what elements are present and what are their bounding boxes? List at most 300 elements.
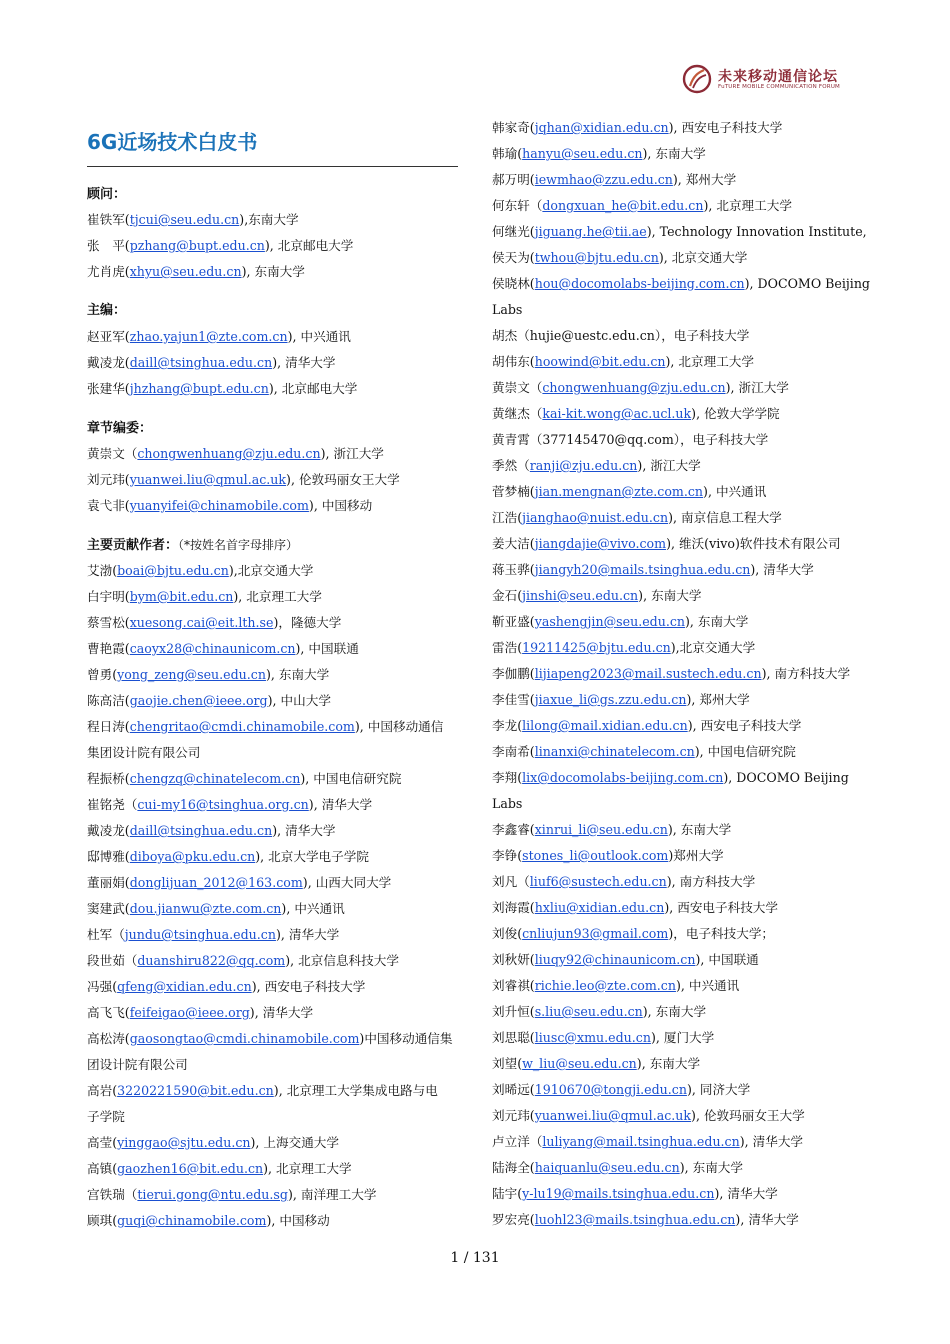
author-name: 罗宏亮( (492, 1212, 535, 1227)
author-affiliation: ), DOCOMO Beijing (744, 276, 870, 291)
author-name: 蔡雪松( (87, 615, 130, 630)
author-name: 蒋玉骅( (492, 562, 535, 577)
author-name: 高飞飞( (87, 1005, 130, 1020)
author-affiliation: ), 清华大学 (272, 823, 336, 838)
author-entry (492, 999, 706, 1025)
author-name: Labs (492, 302, 523, 317)
author-entry (492, 401, 780, 427)
author-affiliation: ), 中国电信研究院 (694, 744, 796, 759)
author-name: 雷浩( (492, 640, 523, 655)
author-email-link[interactable]: jiguang.he@tii.ae (534, 224, 647, 239)
author-entry (492, 791, 522, 817)
author-email-link[interactable]: lilong@mail.xidian.edu.cn (522, 718, 688, 733)
author-name: 高莹( (87, 1135, 118, 1150)
author-affiliation: ), 清华大学 (272, 355, 336, 370)
author-name: 陈高洁( (87, 693, 130, 708)
author-entry (492, 583, 701, 609)
author-entry (87, 844, 369, 870)
author-email-link[interactable]: jundu@tsinghua.edu.cn (124, 927, 276, 942)
author-email-link[interactable]: liusc@xmu.edu.cn (534, 1030, 651, 1045)
author-name: 刘升恒( (492, 1004, 535, 1019)
author-name: 金石( (492, 588, 523, 603)
author-affiliation: ), 清华大学 (750, 562, 814, 577)
author-affiliation: ),北京交通大学 (228, 563, 314, 578)
author-name: 何继光( (492, 224, 535, 239)
author-name: 靳亚盛( (492, 614, 535, 629)
author-name: 卢立洋（ (492, 1134, 543, 1149)
author-name: 何东轩（ (492, 198, 543, 213)
author-email-link[interactable]: yuanyifei@chinamobile.com (129, 498, 309, 513)
author-email-link[interactable]: yinggao@sjtu.edu.cn (117, 1135, 251, 1150)
author-affiliation: ), 北京信息科技大学 (285, 953, 399, 968)
document-title: 6G近场技术白皮书 (87, 130, 258, 154)
author-email-link[interactable]: daill@tsinghua.edu.cn (129, 355, 273, 370)
author-affiliation: ), 中兴通讯 (703, 484, 767, 499)
author-entry (492, 479, 766, 505)
author-name: 曾勇( (87, 667, 118, 682)
author-affiliation: ), 伦敦大学学院 (691, 406, 780, 421)
author-entry (87, 1208, 330, 1234)
author-name: 黄崇文（ (87, 446, 138, 461)
author-name: 冯强( (87, 979, 118, 994)
author-email-link[interactable]: kai-kit.wong@ac.ucl.uk (542, 406, 692, 421)
author-affiliation: ), 中国联通 (695, 952, 759, 967)
author-entry (87, 688, 331, 714)
author-entry (492, 921, 774, 947)
author-entry (492, 765, 849, 791)
author-name: 郝万明( (492, 172, 535, 187)
author-name: 崔铁军( (87, 212, 130, 227)
author-entry (87, 493, 372, 519)
author-affiliation: ), 浙江大学 (725, 380, 789, 395)
author-name: 刘望( (492, 1056, 523, 1071)
author-email-link[interactable]: w_liu@seu.edu.cn (522, 1056, 637, 1071)
author-email-link[interactable]: yong_zeng@seu.edu.cn (117, 667, 266, 682)
author-entry (492, 349, 754, 375)
author-affiliation: ), 郑州大学 (686, 692, 750, 707)
author-entry (87, 233, 353, 259)
author-entry (87, 1078, 438, 1104)
author-affiliation: ), 东南大学 (241, 264, 305, 279)
author-name: 黄青霄（377145470@qq.com），电子科技大学 (492, 432, 769, 447)
author-email-link[interactable]: duanshiru822@qq.com (137, 953, 286, 968)
author-name: 高镇( (87, 1161, 118, 1176)
author-name: 季然（ (492, 458, 530, 473)
author-affiliation: ), 清华大学 (735, 1212, 799, 1227)
author-entry (492, 1077, 750, 1103)
author-affiliation: ), 北京理工大学集成电路与电 (273, 1083, 438, 1098)
author-name: 李鑫睿( (492, 822, 535, 837)
author-email-link[interactable]: luliyang@mail.tsinghua.edu.cn (542, 1134, 740, 1149)
author-email-link[interactable]: 3220221590@bit.edu.cn (117, 1083, 274, 1098)
author-entry (492, 635, 755, 661)
author-email-link[interactable]: guqi@chinamobile.com (117, 1213, 267, 1228)
author-affiliation: ), 南方科技大学 (761, 666, 851, 681)
author-name: 韩家奇( (492, 120, 535, 135)
author-name: 尤肖虎( (87, 264, 130, 279)
author-name: 顾琪( (87, 1213, 118, 1228)
author-entry (87, 948, 399, 974)
author-email-link[interactable]: jhzhang@bupt.edu.cn (129, 381, 269, 396)
author-entry (492, 817, 731, 843)
author-email-link[interactable]: richie.leo@zte.com.cn (534, 978, 676, 993)
author-entry (492, 1103, 805, 1129)
author-name: 高松涛( (87, 1031, 130, 1046)
author-affiliation: ), 中国移动 (308, 498, 373, 513)
author-name: 姜大洁( (492, 536, 535, 551)
author-entry (492, 1051, 700, 1077)
author-email-link[interactable]: feifeigao@ieee.org (129, 1005, 250, 1020)
author-affiliation: ), 北京理工大学 (263, 1161, 352, 1176)
author-email-link[interactable]: hxliu@xidian.edu.cn (534, 900, 665, 915)
author-affiliation: ), 清华大学 (249, 1005, 314, 1020)
author-email-link[interactable]: gaosongtao@cmdi.chinamobile.com (129, 1031, 360, 1046)
author-affiliation: ), 清华大学 (275, 927, 340, 942)
author-name: 胡伟东( (492, 354, 535, 369)
author-email-link[interactable]: chongwenhuang@zju.edu.cn (137, 446, 321, 461)
author-name: 戴凌龙( (87, 823, 130, 838)
author-affiliation: ), 北京理工大学 (703, 198, 792, 213)
author-name: 刘元玮( (87, 472, 130, 487)
author-email-link[interactable]: ranji@zju.edu.cn (529, 458, 638, 473)
author-affiliation: ), 东南大学 (667, 822, 732, 837)
advisors-heading: 顾问： (87, 187, 127, 202)
author-name: 崔铭尧（ (87, 797, 138, 812)
author-affiliation: ), 厦门大学 (650, 1030, 715, 1045)
author-affiliation: ), 清华大学 (308, 797, 373, 812)
author-entry (492, 219, 867, 245)
author-email-link[interactable]: cnliujun93@gmail.com (522, 926, 669, 941)
author-name: 高岩( (87, 1083, 118, 1098)
author-email-link[interactable]: lijiapeng2023@mail.sustech.edu.cn (534, 666, 762, 681)
author-name: 程日涛( (87, 719, 130, 734)
author-name: 刘俊( (492, 926, 523, 941)
author-name: 陆海全( (492, 1160, 535, 1175)
author-email-link[interactable]: qfeng@xidian.edu.cn (117, 979, 252, 994)
author-entry (87, 207, 299, 233)
author-email-link[interactable]: chengzq@chinatelecom.cn (129, 771, 301, 786)
author-entry (87, 870, 391, 896)
author-name: 侯天为( (492, 250, 535, 265)
author-email-link[interactable]: luohl23@mails.tsinghua.edu.cn (534, 1212, 736, 1227)
author-affiliation: ), 中山大学 (267, 693, 331, 708)
author-affiliation: ), 北京理工大学 (233, 589, 322, 604)
author-email-link[interactable]: zhao.yajun1@zte.com.cn (129, 329, 288, 344)
author-affiliation: ), 西安电子科技大学 (251, 979, 366, 994)
contributors-note: （*按姓名首字母排序） (178, 538, 299, 552)
author-email-link[interactable]: jinshi@seu.edu.cn (522, 588, 639, 603)
author-entry (87, 441, 384, 467)
author-affiliation: ), 伦敦玛丽女王大学 (691, 1108, 805, 1123)
logo-english-text: FuTURE MOBILE COMMUNICATION FORUM (718, 84, 840, 90)
author-entry (87, 766, 401, 792)
author-entry (492, 609, 748, 635)
author-affiliation: ), 南方科技大学 (666, 874, 756, 889)
author-entry (492, 1207, 799, 1233)
author-email-link[interactable]: yuanwei.liu@qmul.ac.uk (534, 1108, 692, 1123)
author-email-link[interactable]: daill@tsinghua.edu.cn (129, 823, 273, 838)
author-email-link[interactable]: hou@docomolabs-beijing.com.cn (534, 276, 745, 291)
author-entry (492, 141, 706, 167)
author-email-link[interactable]: hoowind@bit.edu.cn (534, 354, 666, 369)
author-email-link[interactable]: liuqy92@chinaunicom.cn (534, 952, 696, 967)
author-entry (492, 375, 789, 401)
author-affiliation: ), 东南大学 (642, 146, 706, 161)
author-name: 刘元玮( (492, 1108, 535, 1123)
author-entry (87, 740, 200, 766)
author-email-link[interactable]: s.liu@seu.edu.cn (534, 1004, 643, 1019)
author-email-link[interactable]: hanyu@seu.edu.cn (522, 146, 643, 161)
author-name: 李伽鹏( (492, 666, 535, 681)
author-entry (492, 739, 796, 765)
author-name: 黄继杰（ (492, 406, 543, 421)
author-affiliation: ), 中国移动通信 (354, 719, 444, 734)
author-entry (87, 584, 322, 610)
author-email-link[interactable]: haiquanlu@seu.edu.cn (534, 1160, 680, 1175)
author-entry (87, 259, 305, 285)
author-affiliation: ), 东南大学 (636, 1056, 701, 1071)
author-email-link[interactable]: bym@bit.edu.cn (129, 589, 234, 604)
author-email-link[interactable]: chengritao@cmdi.chinamobile.com (129, 719, 355, 734)
author-email-link[interactable]: jiaxue_li@gs.zzu.edu.cn (534, 692, 687, 707)
author-email-link[interactable]: diboya@pku.edu.cn (129, 849, 256, 864)
author-affiliation: ), 中兴通讯 (287, 329, 351, 344)
author-entry (87, 1052, 188, 1078)
author-email-link[interactable]: boai@bjtu.edu.cn (117, 563, 229, 578)
author-email-link[interactable]: cui-my16@tsinghua.org.cn (137, 797, 309, 812)
author-entry (87, 1182, 376, 1208)
author-email-link[interactable]: jianghao@nuist.edu.cn (522, 510, 669, 525)
author-name: 杜军（ (87, 927, 125, 942)
author-email-link[interactable]: y-lu19@mails.tsinghua.edu.cn (522, 1186, 715, 1201)
author-name: 刘海霞( (492, 900, 535, 915)
author-entry (492, 713, 801, 739)
author-name: 子学院 (87, 1109, 125, 1124)
title-divider (87, 166, 458, 167)
author-email-link[interactable]: jiangdajie@vivo.com (534, 536, 667, 551)
author-entry (492, 245, 747, 271)
author-name: 邸博雅( (87, 849, 130, 864)
author-entry (492, 1181, 778, 1207)
author-entry (492, 323, 749, 349)
author-name: 张 平( (87, 238, 130, 253)
author-entry (87, 1104, 125, 1130)
author-affiliation: ), 西安电子科技大学 (664, 900, 778, 915)
author-affiliation: )郑州大学 (668, 848, 724, 863)
author-email-link[interactable]: lix@docomolabs-beijing.com.cn (522, 770, 724, 785)
author-affiliation: ), 东南大学 (679, 1160, 743, 1175)
author-email-link[interactable]: yuanwei.liu@qmul.ac.uk (129, 472, 287, 487)
author-name: 江浩( (492, 510, 523, 525)
author-name: 戴凌龙( (87, 355, 130, 370)
author-affiliation: )，电子科技大学； (668, 926, 775, 941)
author-email-link[interactable]: caoyx28@chinaunicom.cn (129, 641, 296, 656)
author-email-link[interactable]: twhou@bjtu.edu.cn (534, 250, 659, 265)
author-email-link[interactable]: 19211425@bjtu.edu.cn (522, 640, 671, 655)
author-affiliation: ), 东南大学 (265, 667, 330, 682)
author-affiliation: ),东南大学 (239, 212, 299, 227)
author-email-link[interactable]: tierui.gong@ntu.edu.sg (137, 1187, 288, 1202)
author-name: 李铮( (492, 848, 523, 863)
author-affiliation: ),北京交通大学 (670, 640, 756, 655)
author-entry (492, 557, 814, 583)
author-entry (87, 558, 313, 584)
author-entry (492, 1025, 714, 1051)
author-email-link[interactable]: donglijuan_2012@163.com (129, 875, 303, 890)
author-email-link[interactable]: xuesong.cai@eit.lth.se (129, 615, 274, 630)
author-email-link[interactable]: gaojie.chen@ieee.org (129, 693, 268, 708)
contributors-heading-text: 主要贡献作者： (87, 538, 179, 553)
author-name: 赵亚军( (87, 329, 130, 344)
author-name: 胡杰（hujie@uestc.edu.cn），电子科技大学 (492, 328, 750, 343)
author-entry (492, 271, 870, 297)
author-name: 刘思聪( (492, 1030, 535, 1045)
author-name: 曹艳霞( (87, 641, 130, 656)
author-affiliation: ), 中兴通讯 (281, 901, 345, 916)
author-entry (87, 922, 339, 948)
author-name: 程振桥( (87, 771, 130, 786)
author-entry (87, 792, 372, 818)
author-affiliation: ), 南洋理工大学 (287, 1187, 377, 1202)
author-name: 刘睿祺( (492, 978, 535, 993)
author-entry (492, 297, 522, 323)
author-email-link[interactable]: liuf6@sustech.edu.cn (529, 874, 667, 889)
author-affiliation: ), 北京邮电大学 (268, 381, 358, 396)
author-entry (492, 1129, 803, 1155)
contributors-heading (87, 532, 298, 559)
author-entry (492, 427, 768, 453)
author-affiliation: ), 西安电子科技大学 (687, 718, 802, 733)
author-affiliation: ), 中国电信研究院 (300, 771, 402, 786)
author-affiliation: ), 维沃(vivo)软件技术有限公司 (666, 536, 841, 551)
author-email-link[interactable]: chongwenhuang@zju.edu.cn (542, 380, 726, 395)
author-name: 张建华( (87, 381, 130, 396)
author-affiliation: ), Technology Innovation Institute, (646, 224, 867, 239)
author-affiliation: ), 中国移动 (266, 1213, 330, 1228)
author-name: 董丽娟( (87, 875, 130, 890)
author-entry (492, 531, 841, 557)
author-entry (87, 662, 329, 688)
author-name: 韩瑜( (492, 146, 523, 161)
author-name: 白宇明( (87, 589, 130, 604)
author-affiliation: ), 东南大学 (638, 588, 702, 603)
author-affiliation: )，隆德大学 (273, 615, 342, 630)
author-name: 李龙( (492, 718, 523, 733)
author-affiliation: ), 同济大学 (686, 1082, 751, 1097)
author-name: 窦建武( (87, 901, 130, 916)
author-email-link[interactable]: tjcui@seu.edu.cn (129, 212, 240, 227)
author-name: 李佳雪( (492, 692, 535, 707)
author-name: 宫铁瑞（ (87, 1187, 138, 1202)
author-entry (492, 843, 724, 869)
author-entry (87, 1130, 339, 1156)
author-entry (87, 467, 400, 493)
author-email-link[interactable]: iewmhao@zzu.edu.cn (534, 172, 673, 187)
author-email-link[interactable]: yashengjin@seu.edu.cn (534, 614, 685, 629)
chapter-editors-heading: 章节编委： (87, 421, 153, 436)
author-name: 菅梦楠( (492, 484, 535, 499)
author-affiliation: )中国移动通信集 (359, 1031, 453, 1046)
author-affiliation: ), 郑州大学 (672, 172, 737, 187)
author-name: 李南希( (492, 744, 535, 759)
author-name: 团设计院有限公司 (87, 1057, 188, 1072)
author-name: 艾渤( (87, 563, 118, 578)
author-affiliation: ), 伦敦玛丽女王大学 (286, 472, 400, 487)
author-entry (87, 324, 351, 350)
author-name: 刘秋妍( (492, 952, 535, 967)
author-entry (87, 376, 357, 402)
author-email-link[interactable]: dongxuan_he@bit.edu.cn (542, 198, 704, 213)
author-email-link[interactable]: 1910670@tongji.edu.cn (534, 1082, 687, 1097)
author-name: Labs (492, 796, 523, 811)
author-entry (87, 714, 443, 740)
author-name: 刘晞远( (492, 1082, 535, 1097)
author-affiliation: ), 北京大学电子学院 (255, 849, 369, 864)
author-affiliation: ), 北京理工大学 (665, 354, 754, 369)
author-name: 段世茹（ (87, 953, 138, 968)
author-affiliation: ), 上海交通大学 (250, 1135, 339, 1150)
author-affiliation: ), 中国联通 (295, 641, 359, 656)
author-affiliation: ), 北京邮电大学 (264, 238, 354, 253)
author-entry (87, 896, 345, 922)
author-entry (492, 115, 782, 141)
author-email-link[interactable]: gaozhen16@bit.edu.cn (117, 1161, 264, 1176)
author-entry (492, 453, 701, 479)
author-affiliation: ), 清华大学 (714, 1186, 778, 1201)
author-email-link[interactable]: linanxi@chinatelecom.cn (534, 744, 695, 759)
author-name: 刘凡（ (492, 874, 530, 889)
author-affiliation: ), 中兴通讯 (675, 978, 740, 993)
author-entry (492, 895, 778, 921)
author-entry (492, 869, 755, 895)
author-affiliation: ), DOCOMO Beijing (723, 770, 849, 785)
editors-heading: 主编： (87, 303, 127, 318)
author-email-link[interactable]: pzhang@bupt.edu.cn (129, 238, 265, 253)
author-name: 袁弋非( (87, 498, 130, 513)
author-name: 集团设计院有限公司 (87, 745, 201, 760)
author-email-link[interactable]: jiangyh20@mails.tsinghua.edu.cn (534, 562, 751, 577)
author-entry (492, 193, 792, 219)
author-affiliation: ), 东南大学 (642, 1004, 707, 1019)
forum-logo-icon (682, 64, 712, 94)
author-entry (492, 973, 739, 999)
logo-chinese-text: 未来移动通信论坛 (718, 69, 838, 85)
author-email-link[interactable]: jqhan@xidian.edu.cn (534, 120, 669, 135)
author-affiliation: ), 清华大学 (739, 1134, 804, 1149)
author-email-link[interactable]: stones_li@outlook.com (522, 848, 669, 863)
author-affiliation: ), 西安电子科技大学 (668, 120, 783, 135)
author-email-link[interactable]: xinrui_li@seu.edu.cn (534, 822, 668, 837)
author-email-link[interactable]: xhyu@seu.edu.cn (129, 264, 242, 279)
author-entry (492, 167, 736, 193)
author-affiliation: ), 南京信息工程大学 (668, 510, 782, 525)
author-email-link[interactable]: dou.jianwu@zte.com.cn (129, 901, 282, 916)
author-entry (87, 818, 336, 844)
author-affiliation: ), 浙江大学 (320, 446, 384, 461)
author-entry (492, 687, 750, 713)
author-affiliation: ), 浙江大学 (637, 458, 701, 473)
author-entry (492, 505, 782, 531)
author-affiliation: ), 东南大学 (685, 614, 749, 629)
author-entry (87, 350, 336, 376)
author-affiliation: ), 山西大同大学 (302, 875, 392, 890)
author-email-link[interactable]: jian.mengnan@zte.com.cn (534, 484, 704, 499)
author-entry (492, 661, 850, 687)
author-entry (87, 1026, 452, 1052)
author-name: 李翔( (492, 770, 523, 785)
forum-logo (682, 64, 872, 98)
author-affiliation: ), 北京交通大学 (658, 250, 748, 265)
